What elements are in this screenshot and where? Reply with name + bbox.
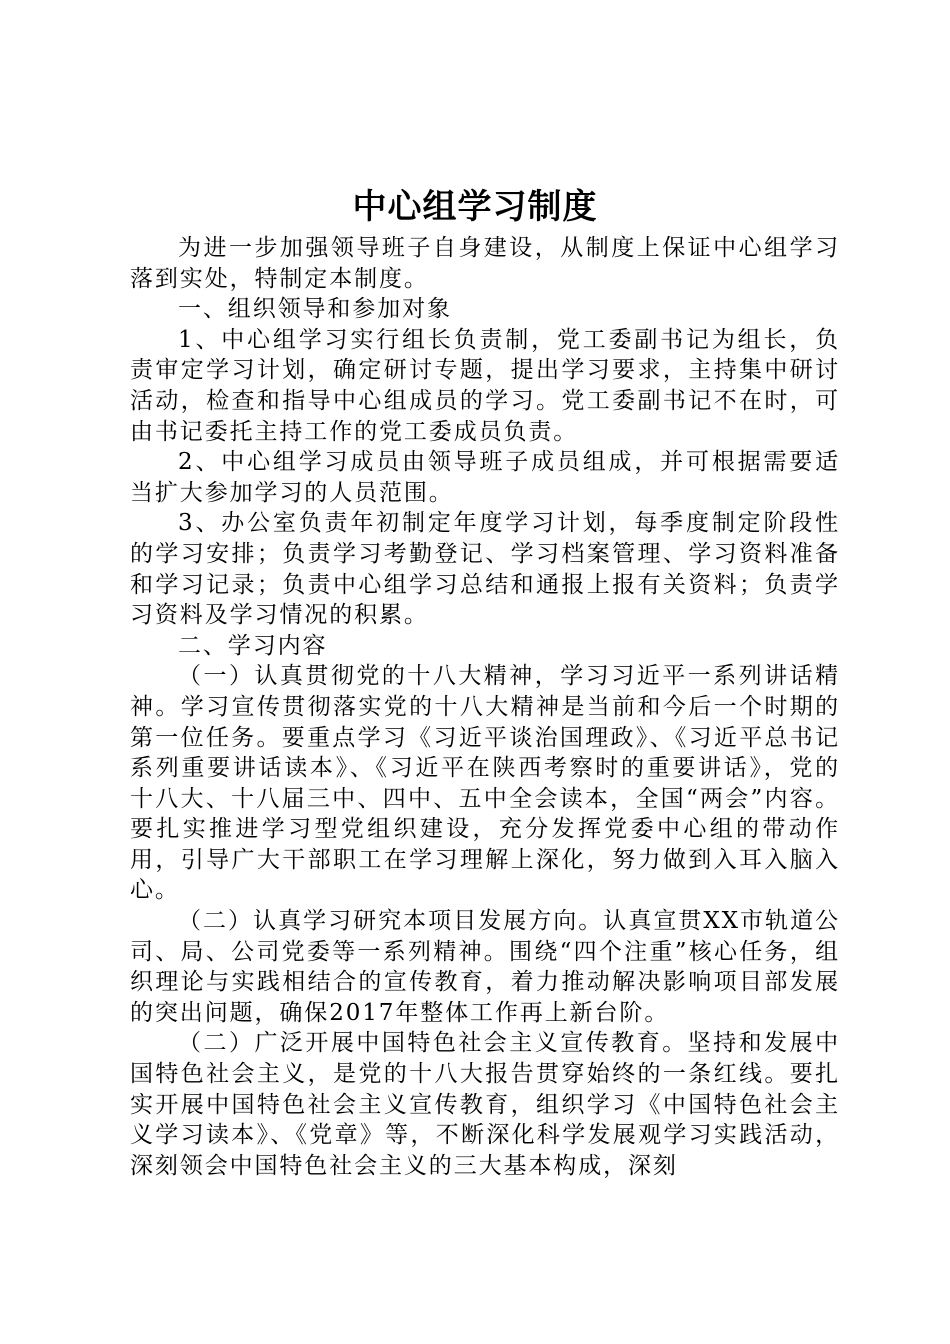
paragraph-content-3: （二）广泛开展中国特色社会主义宣传教育。坚持和发展中国特色社会主义，是党的十八大报告贯穿始终的一条红线。要扎实开展中国特色社会主义宣传教育，组织学习《中国特色社会主义学习读本》、《党章》等，不断深化科学发展观学习实践活动，深刻领会中国特色社会主义的三大基本构成，深刻 <box>130 1030 840 1179</box>
paragraph-item-1: 1、中心组学习实行组长负责制，党工委副书记为组长，负责审定学习计划，确定研讨专题，提出学习要求，主持集中研讨活动，检查和指导中心组成员的学习。党工委副书记不在时，可由书记委托主持工作的党工委成员负责。 <box>130 326 840 445</box>
paragraph-intro: 为进一步加强领导班子自身建设，从制度上保证中心组学习落到实处，特制定本制度。 <box>130 235 840 292</box>
paragraph-item-3: 3、办公室负责年初制定年度学习计划，每季度制定阶段性的学习安排；负责学习考勤登记、学习档案管理、学习资料准备和学习记录；负责中心组学习总结和通报上报有关资料；负责学习资料及学习情况的积累。 <box>130 510 840 629</box>
section-heading-content: 二、学习内容 <box>178 632 328 659</box>
paragraph-item-2: 2、中心组学习成员由领导班子成员组成，并可根据需要适当扩大参加学习的人员范围。 <box>130 449 840 506</box>
paragraph-content-1: （一）认真贯彻党的十八大精神，学习习近平一系列讲话精神。学习宣传贯彻落实党的十八大精神是当前和今后一个时期的第一位任务。要重点学习《习近平谈治国理政》、《习近平总书记系列重要讲话读本》、《习近平在陕西考察时的重要讲话》，党的十八大、十八届三中、四中、五中全会读本，全国“两会”内容。要扎实推进学习型党组织建设，充分发挥党委中心组的带动作用，引导广大干部职工在学习理解上深化，努力做到入耳入脑入心。 <box>130 663 840 904</box>
section-heading-organization: 一、组织领导和参加对象 <box>178 296 452 323</box>
document-title: 中心组学习制度 <box>352 187 598 227</box>
document-body <box>130 233 840 1181</box>
paragraph-content-2: （二）认真学习研究本项目发展方向。认真宣贯XX市轨道公司、局、公司党委等一系列精神。围绕“四个注重”核心任务，组织理论与实践相结合的宣传教育，着力推动解决影响项目部发展的突出问题，确保2017年整体工作再上新台阶。 <box>130 908 840 1026</box>
